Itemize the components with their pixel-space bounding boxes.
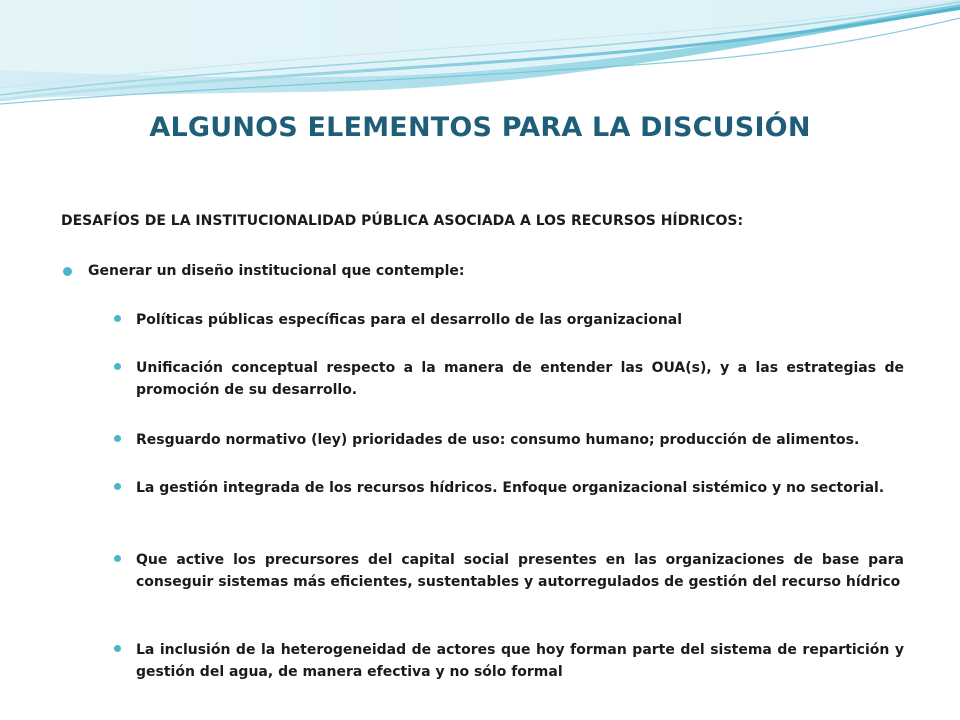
list-item: Que active los precursores del capital social presentes en las organizaciones de base para conseguir sistemas más eficientes, sustentables y autorregulados de gestión del recurso hídrico [136, 552, 904, 590]
list-item: Resguardo normativo (ley) prioridades de uso: consumo humano; producción de alimentos. [136, 432, 860, 448]
bullet-icon [114, 315, 121, 322]
main-bullet-text: Generar un diseño institucional que contemple: [88, 263, 465, 279]
bullet-icon [114, 483, 121, 490]
bullet-icon [63, 267, 72, 276]
bullet-icon [114, 363, 121, 370]
bullet-icon [114, 645, 121, 652]
bullet-icon [114, 435, 121, 442]
header-wave-decoration [0, 0, 960, 110]
bullet-icon [114, 555, 121, 562]
slide-title: ALGUNOS ELEMENTOS PARA LA DISCUSIÓN [149, 112, 811, 143]
list-item: Políticas públicas específicas para el desarrollo de las organizacional [136, 312, 683, 328]
list-item: La inclusión de la heterogeneidad de actores que hoy forman parte del sistema de repartición y gestión del agua, de manera efectiva y no sólo formal [136, 642, 904, 680]
section-subtitle: DESAFÍOS DE LA INSTITUCIONALIDAD PÚBLICA ASOCIADA A LOS RECURSOS HÍDRICOS: [61, 213, 744, 229]
list-item: La gestión integrada de los recursos hídricos. Enfoque organizacional sistémico y no sectorial. [136, 480, 885, 496]
list-item: Unificación conceptual respecto a la manera de entender las OUA(s), y a las estrategias de promoción de su desarrollo. [136, 360, 904, 398]
